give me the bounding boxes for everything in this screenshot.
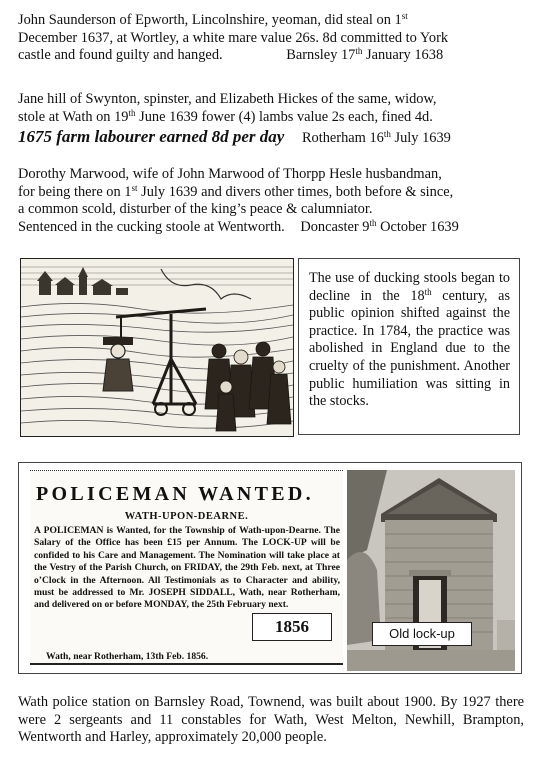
advert-bottom-rule bbox=[30, 663, 343, 665]
lockup-caption: Old lock-up bbox=[372, 622, 472, 646]
ducking-stool-illustration bbox=[21, 259, 293, 436]
entry-line: December 1637, at Wortley, a white mare value 26s. 8d committed to York bbox=[18, 29, 449, 46]
entry-marwood bbox=[18, 166, 524, 236]
policeman-advert bbox=[30, 470, 343, 665]
entry-line bbox=[18, 128, 524, 148]
entry-line: stole at Wath on 19th June 1639 fower (4) lambs value 2s each, fined 4d. bbox=[18, 107, 433, 125]
entry-line: for being there on 1st July 1639 and divers other times, both before & since, bbox=[18, 182, 454, 200]
entry-line: John Saunderson of Epworth, Lincolnshire, yeoman, did steal on 1st bbox=[18, 11, 408, 28]
advert-heading: POLICEMAN WANTED. bbox=[36, 483, 314, 505]
entry-line: a common scold, disturber of the king’s peace & calumniator. bbox=[18, 201, 373, 217]
entry-line: Jane hill of Swynton, spinster, and Elizabeth Hickes of the same, widow, bbox=[18, 91, 437, 107]
entry-source: Barnsley 17th January 1638 bbox=[286, 46, 444, 63]
advert-top-rule bbox=[30, 470, 343, 471]
entry-line: Dorothy Marwood, wife of John Marwood of Thorpp Hesle husbandman, bbox=[18, 166, 442, 182]
wage-highlight: 1675 farm labourer earned 8d per day bbox=[18, 127, 285, 146]
ducking-stools-text: The use of ducking stools began to decline in the 18th century, as public opinion shifted against the practice. In 1784, the practice was abolished in England due to the cruelty of the punishment. Another public humiliation was sitting in the stocks. bbox=[309, 270, 510, 410]
closing-paragraph: Wath police station on Barnsley Road, Townend, was built about 1900. By 1927 there were 2 sergeants and 11 constables for Wath, West Melton, Newhill, Brampton, Wentworth and Harley, approximately 20,000 people. bbox=[18, 694, 524, 745]
advert-body: A POLICEMAN is Wanted, for the Township of Wath-upon-Dearne. The Salary of the Office has been £15 per Annum. The LOCK-UP will be confided to his Care and Management. The Nomination will take place at the Vestry of the Parish Church, on FRIDAY, the 29th Feb. next, at Three o’Clock in the Afternoon. All Testimonials as to Character and ability, must be addressed to Mr. JOSEPH SIDDALL, Wath, near Rotherham, and delivered on or before MONDAY, the 25th February next. bbox=[34, 525, 340, 611]
advert-place: WATH-UPON-DEARNE. bbox=[124, 511, 249, 522]
ducking-stool-woodcut bbox=[20, 258, 294, 437]
entry-source: Rotherham 16th July 1639 bbox=[301, 129, 451, 146]
entry-line: Sentenced in the cucking stoole at Wentworth. Doncaster 9th October 1639 bbox=[18, 217, 459, 235]
entry-line: castle and found guilty and hanged. Barnsley 17th January 1638 bbox=[18, 46, 444, 63]
entry-source: Doncaster 9th October 1639 bbox=[300, 217, 459, 235]
advert-year-label: 1856 bbox=[252, 613, 332, 641]
advert-signoff: Wath, near Rotherham, 13th Feb. 1856. bbox=[46, 651, 209, 662]
entry-hill-hickes bbox=[18, 91, 524, 148]
ducking-stools-note bbox=[298, 258, 520, 435]
entry-saunderson bbox=[18, 12, 524, 65]
